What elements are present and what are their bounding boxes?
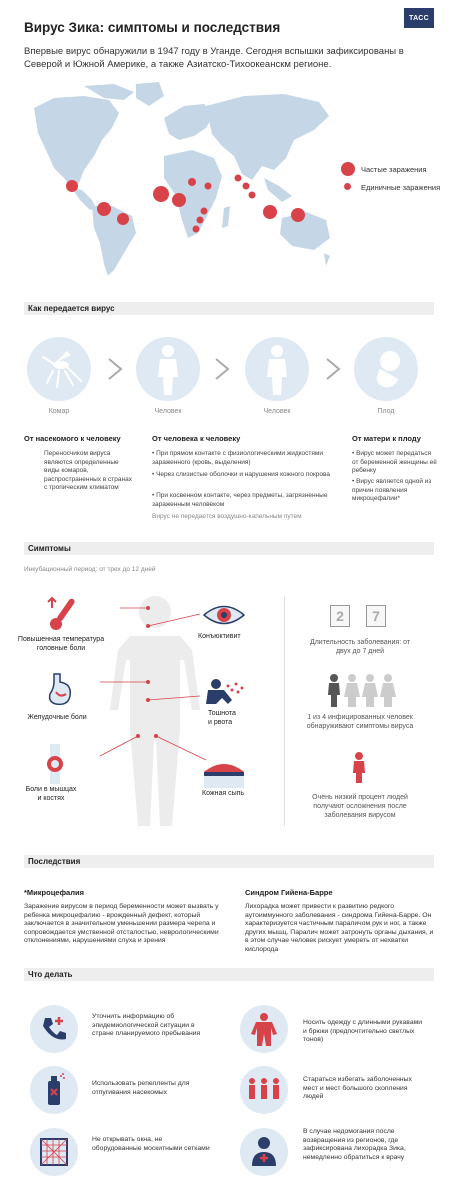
stage-label-mosquito: Комар	[48, 408, 70, 415]
complication-person-icon	[351, 751, 367, 783]
section-consequences: Последствия	[24, 855, 434, 868]
crowd-icon	[240, 1066, 288, 1114]
microcephaly-text: Заражение вирусом в период беременности может вызвать у ребенка микроцефалию - врожденный дефект, который заключается в значительном уменьшении размера черепа и сопровождается умственной отсталостью, неврологическими отклонениями, нарушениями слуха и зрения	[24, 903, 219, 945]
stage-label-fetus: Плод	[377, 408, 395, 415]
symptoms-divider	[284, 596, 285, 826]
col-title-mother: От матери к плоду	[352, 434, 421, 443]
todo-item-2: Носить одежду с длинными рукавами и брюки (предпочтительно светлых тонов)	[303, 1019, 423, 1044]
stage-label-human-1: Человек	[154, 408, 182, 415]
day-box-end: 7	[366, 605, 386, 627]
legend-frequent-label: Частые заражения	[361, 165, 427, 174]
thermometer-icon	[44, 594, 84, 634]
clothing-icon	[240, 1005, 288, 1053]
page-title: Вирус Зика: симптомы и последствия	[24, 20, 281, 35]
symptom-stomach-label: Желудочные боли	[27, 714, 87, 721]
incubation-period: Инкубационный период: от трех до 12 дней	[24, 566, 156, 573]
col-bullet-human-3: • При косвенном контакте, через предметы, загрязненные зараженным человеком	[152, 492, 328, 508]
mosquito-icon	[27, 337, 91, 401]
stage-label-human-2: Человек	[263, 408, 291, 415]
todo-item-1: Уточнить информацию об эпидемиологической ситуации в стране планируемого пребывания	[92, 1013, 201, 1038]
section-what-to-do: Что делать	[24, 968, 434, 981]
todo-item-3: Использовать репелленты для отпугивания насекомых	[92, 1080, 190, 1096]
symptom-rash-label: Кожная сыпь	[202, 790, 245, 797]
stomach-icon	[44, 672, 74, 708]
section-transmission: Как передается вирус	[24, 302, 434, 315]
bone-joint-icon	[40, 744, 70, 784]
vomiting-icon	[202, 676, 246, 706]
col-title-insect: От насекомого к человеку	[24, 434, 121, 443]
col-bullet-mother-2: • Вирус является одной из причин появления микроцефалии*	[352, 478, 432, 502]
human-icon	[136, 337, 200, 401]
gbs-text: Лихорадка может привести к развитию редкого аутоиммунного заболевания - синдрома Гийена-Барре. Он характеризуется частичным параличом рук и ног, а также других мышц. Паралич может затронуть органы дыхания, и в этом случае человек рискует умереть от нехватки кислорода	[245, 903, 434, 953]
complications-text: Очень низкий процент людей получают осложнения после заболевания вирусом	[312, 794, 408, 819]
people-ratio-icon	[326, 673, 398, 707]
arrow-icon	[321, 357, 345, 381]
symptom-joints-label: Боли в мышцах и костях	[25, 786, 77, 802]
arrow-icon	[103, 357, 127, 381]
day-box-start: 2	[330, 605, 350, 627]
legend-frequent-marker	[341, 162, 355, 176]
legend-single-label: Единичные заражения	[361, 183, 441, 192]
skin-rash-icon	[204, 760, 244, 788]
duration-text: Длительность заболевания: от двух до 7 дней	[309, 639, 411, 655]
col-title-human: От человека к человеку	[152, 434, 241, 443]
mosquito-net-icon	[30, 1128, 78, 1176]
col-bullet-human-1: • При прямом контакте с физиологическими жидкостями зараженного (кровь, выделения)	[152, 450, 324, 466]
col-bullet-mother-1: • Вирус может передаться от беременной женщины её ребенку	[352, 450, 437, 474]
world-map	[24, 78, 334, 278]
legend-single-marker	[344, 183, 351, 190]
todo-item-5: Не открывать окна, не оборудованные москитными сетками	[92, 1136, 210, 1152]
microcephaly-title: *Микроцефалия	[24, 888, 84, 897]
todo-item-4: Стараться избегать заболоченных мест и мест большого скопления людей	[303, 1076, 412, 1101]
col-bullet-human-2: • Через слизистые оболочки и нарушения кожного покрова	[152, 471, 331, 478]
phone-info-icon	[30, 1005, 78, 1053]
brand-logo: ТАСС	[404, 8, 434, 28]
human-icon	[245, 337, 309, 401]
doctor-icon	[240, 1128, 288, 1176]
eye-icon	[202, 600, 246, 630]
ratio-text: 1 из 4 инфицированных человек обнаруживают симптомы вируса	[306, 714, 414, 730]
fetus-icon	[354, 337, 418, 401]
repellent-icon	[30, 1066, 78, 1114]
section-symptoms: Симптомы	[24, 542, 434, 555]
symptom-conjunctivitis-label: Конъюктивит	[198, 633, 241, 640]
gbs-title: Синдром Гийена-Барре	[245, 888, 333, 897]
todo-item-6: В случае недомогания после возвращения из регионов, где зафиксирована лихорадка Зика, немедленно обратиться к врачу	[303, 1128, 406, 1161]
intro-text: Впервые вирус обнаружили в 1947 году в Уганде. Сегодня вспышки зафиксированы в Северой и Южной Америке, а также Азиатско-Тихоокеанскм регионе.	[24, 46, 404, 70]
symptom-nausea-label: Тошнота и рвота	[208, 710, 236, 726]
symptom-fever-label: Повышенная температура головные боли	[17, 636, 105, 652]
arrow-icon	[210, 357, 234, 381]
airborne-note: Вирус не передается воздушно-капельным путем	[152, 513, 302, 520]
col-text-insect: Переносчиком вируса являются определенные виды комаров, распространенных в странах с тропическим климатом	[44, 450, 132, 491]
